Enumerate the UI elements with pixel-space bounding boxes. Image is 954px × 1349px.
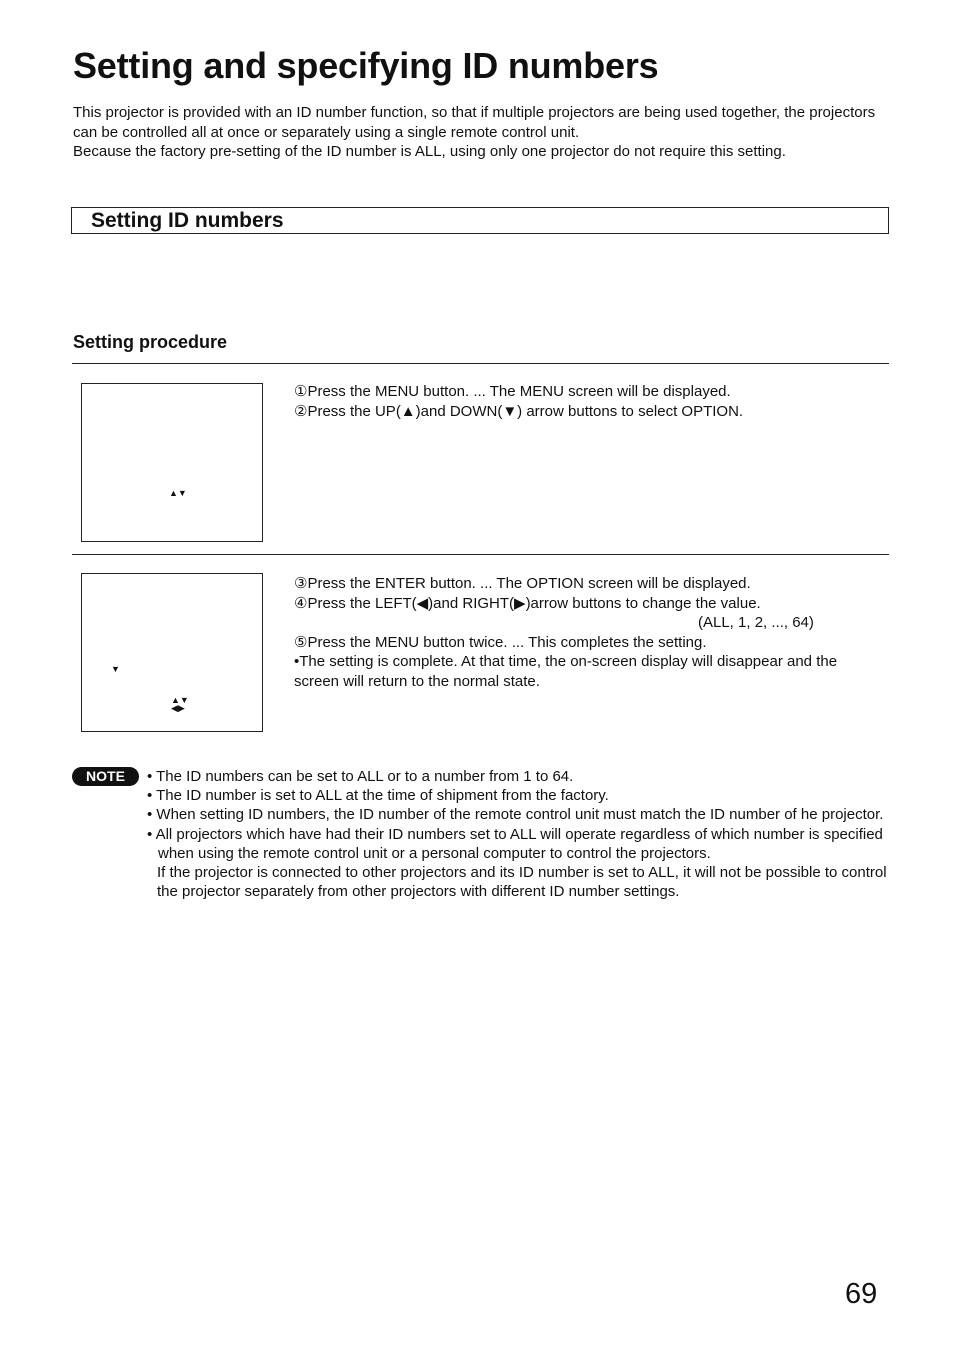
option-screen-illustration xyxy=(81,573,263,732)
step-4: ④Press the LEFT(◀)and RIGHT(▶)arrow buttons to change the value. xyxy=(294,594,761,612)
cursor-icon: ▼ xyxy=(111,664,120,674)
up-down-arrows-icon: ▲▼ xyxy=(171,695,189,705)
up-down-arrows-icon: ▲▼ xyxy=(169,488,187,498)
page-title: Setting and specifying ID numbers xyxy=(73,45,659,86)
intro-paragraph: Because the factory pre-setting of the ID number is ALL, using only one projector do not require this setting. xyxy=(73,143,786,160)
step-1: ①Press the MENU button. ... The MENU screen will be displayed. xyxy=(294,383,731,400)
section-heading-box xyxy=(71,207,889,234)
intro-text xyxy=(73,103,893,162)
value-range: (ALL, 1, 2, ..., 64) xyxy=(698,614,814,631)
step-2: ②Press the UP(▲)and DOWN(▼) arrow buttons to select OPTION. xyxy=(294,402,744,420)
note-item: • When setting ID numbers, the ID number of the remote control unit must match the ID number of he projector. xyxy=(147,806,884,824)
step-5: ⑤Press the MENU button twice. ... This completes the setting. xyxy=(294,633,707,651)
note-badge: NOTE xyxy=(72,767,139,786)
completion-text: •The setting is complete. At that time, the on-screen display will disappear and the screen will return to the normal state. xyxy=(294,653,838,690)
note-item: • The ID number is set to ALL at the time of shipment from the factory. xyxy=(147,787,609,805)
menu-screen-illustration xyxy=(81,383,263,542)
note-item: • The ID numbers can be set to ALL or to a number from 1 to 64. xyxy=(147,768,574,785)
divider xyxy=(72,554,889,555)
section-heading: Setting ID numbers xyxy=(91,209,284,232)
procedure-heading: Setting procedure xyxy=(73,332,228,352)
page-number: 69 xyxy=(845,1278,878,1310)
note-continuation: If the projector is connected to other projectors and its ID number is set to ALL, it will not be possible to control the projector separately from other projectors with different ID number settings. xyxy=(157,864,887,901)
left-right-arrows-icon: ◀▶ xyxy=(171,703,185,713)
steps-group-2 xyxy=(294,574,884,691)
steps-group-1 xyxy=(294,382,884,421)
note-item: • All projectors which have had their ID numbers set to ALL will operate regardless of which number is specified when using the remote control unit or a personal computer to control the projectors. xyxy=(147,825,883,862)
notes-list xyxy=(147,767,892,901)
step-3: ③Press the ENTER button. ... The OPTION screen will be displayed. xyxy=(294,575,751,592)
divider xyxy=(72,363,889,364)
intro-paragraph: This projector is provided with an ID number function, so that if multiple projectors are being used together, the projectors can be controlled all at once or separately using a single remote control unit. xyxy=(73,104,876,141)
